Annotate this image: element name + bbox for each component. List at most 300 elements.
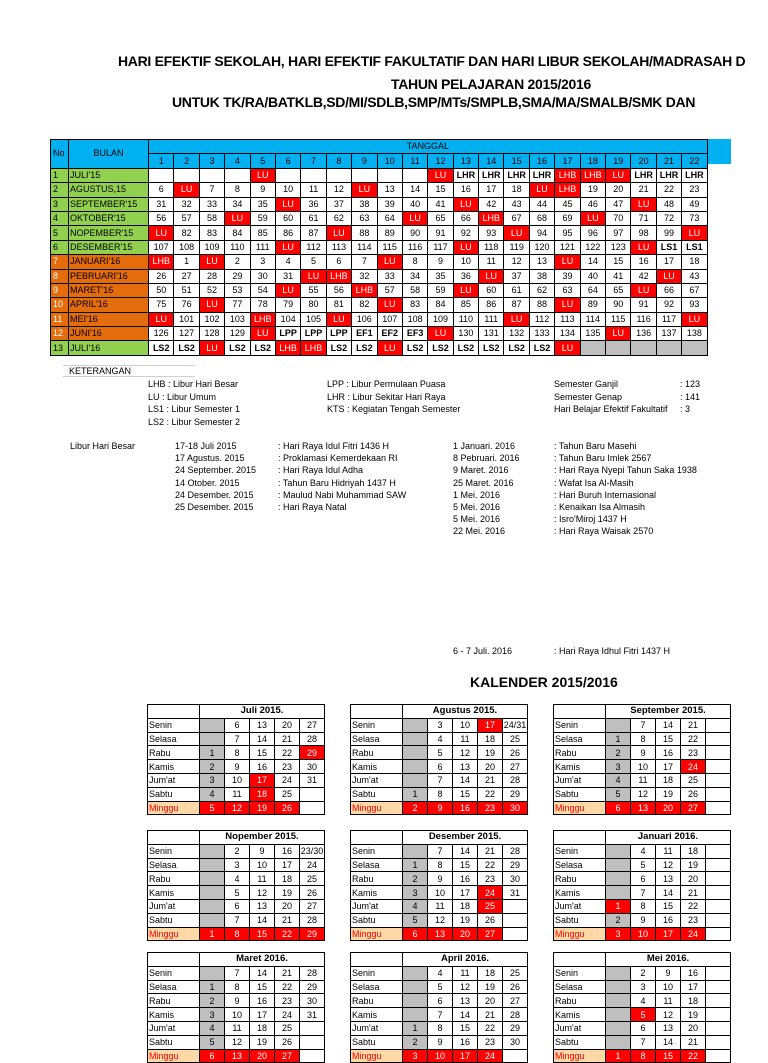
summary-value: : 123: [680, 379, 701, 389]
date-cell: 6: [428, 760, 453, 774]
date-cell: 26: [275, 1035, 300, 1049]
date-cell: 12: [225, 801, 250, 815]
date-cell: 17: [681, 980, 706, 994]
day-name: Rabu: [351, 994, 403, 1008]
row-number: 10: [51, 298, 69, 312]
table-cell: 86: [479, 298, 504, 312]
holiday-name: : Kenaikan Isa Almasih: [554, 502, 646, 512]
day-name: Sabtu: [148, 913, 200, 927]
table-cell: 82: [352, 298, 377, 312]
date-cell: 14: [250, 966, 275, 980]
day-header-20: 20: [631, 154, 656, 168]
date-cell: [606, 886, 631, 900]
date-cell: 6: [631, 1021, 656, 1035]
table-cell: 38: [529, 269, 554, 283]
date-cell: 22: [478, 787, 503, 801]
table-row: [51, 283, 708, 297]
table-cell: 94: [529, 226, 554, 240]
date-cell: 11: [250, 872, 275, 886]
table-cell: 35: [250, 197, 275, 211]
holiday-date: 24 September. 2015: [175, 465, 257, 476]
table-cell: 81: [326, 298, 351, 312]
date-cell: 28: [503, 773, 528, 787]
table-cell: LU: [250, 168, 275, 182]
day-name: Jum'at: [554, 899, 606, 913]
summary-label: Semester Genap: [554, 391, 623, 402]
table-cell: [326, 168, 351, 182]
day-name: Sabtu: [351, 913, 403, 927]
date-cell: [706, 899, 731, 913]
date-cell: 4: [428, 966, 453, 980]
day-header-22: 22: [682, 154, 707, 168]
day-header-13: 13: [453, 154, 478, 168]
table-cell: LHB: [580, 168, 605, 182]
table-cell: 59: [250, 211, 275, 225]
table-cell: LS2: [479, 341, 504, 355]
table-cell: 88: [529, 298, 554, 312]
table-cell: LHR: [479, 168, 504, 182]
month-title-spacer: [351, 953, 403, 967]
date-cell: 17: [250, 773, 275, 787]
date-cell: 29: [300, 746, 325, 760]
date-cell: 12: [225, 1035, 250, 1049]
date-cell: 31: [300, 773, 325, 787]
table-cell: LU: [529, 183, 554, 197]
calendar-title: KALENDER 2015/2016: [470, 674, 618, 690]
table-cell: 61: [504, 283, 529, 297]
date-cell: 1: [606, 899, 631, 913]
table-cell: 3: [250, 255, 275, 269]
day-name: Sabtu: [351, 787, 403, 801]
table-cell: 1: [174, 255, 199, 269]
date-cell: 14: [656, 1035, 681, 1049]
table-cell: 55: [301, 283, 326, 297]
date-cell: 20: [250, 1049, 275, 1063]
day-name: Minggu: [351, 927, 403, 941]
table-cell: 35: [428, 269, 453, 283]
table-cell: 82: [174, 226, 199, 240]
date-cell: 29: [503, 787, 528, 801]
date-cell: [403, 844, 428, 858]
table-cell: 135: [580, 327, 605, 341]
date-cell: 15: [250, 746, 275, 760]
legend-col1-item: LU : Libur Umum: [148, 391, 217, 402]
table-cell: 112: [301, 240, 326, 254]
table-cell: LS2: [504, 341, 529, 355]
table-cell: 107: [149, 240, 174, 254]
date-cell: [200, 872, 225, 886]
day-header-19: 19: [606, 154, 631, 168]
date-cell: 13: [453, 994, 478, 1008]
summary-label: Hari Belajar Efektif Fakultatif: [554, 404, 668, 414]
date-cell: 24/31: [503, 720, 527, 731]
date-cell: 19: [681, 858, 706, 872]
date-cell: 21: [478, 844, 503, 858]
day-name: Minggu: [554, 801, 606, 815]
day-header-21: 21: [656, 154, 681, 168]
table-cell: 23: [682, 183, 707, 197]
table-cell: 83: [199, 226, 224, 240]
date-cell: 14: [250, 732, 275, 746]
row-number: 2: [51, 183, 69, 197]
table-cell: 122: [580, 240, 605, 254]
table-cell: 123: [606, 240, 631, 254]
date-cell: 11: [656, 844, 681, 858]
date-cell: 1: [606, 732, 631, 746]
date-cell: 10: [428, 886, 453, 900]
table-cell: LU: [656, 269, 681, 283]
table-cell: 99: [656, 226, 681, 240]
date-cell: 22: [681, 899, 706, 913]
date-cell: 11: [453, 966, 478, 980]
date-cell: 10: [428, 1049, 453, 1063]
date-cell: 26: [478, 913, 503, 927]
day-name: Senin: [148, 844, 200, 858]
holiday-name: : Tahun Baru Masehi: [554, 441, 637, 451]
date-cell: 8: [631, 732, 656, 746]
date-cell: [706, 886, 731, 900]
date-cell: 20: [656, 801, 681, 815]
month-calendar: [350, 830, 528, 941]
table-cell: 84: [428, 298, 453, 312]
table-cell: 63: [352, 211, 377, 225]
table-cell: 46: [580, 197, 605, 211]
date-cell: 20: [275, 899, 300, 913]
table-cell: LU: [631, 197, 656, 211]
day-name: Senin: [554, 844, 606, 858]
table-row: [51, 341, 708, 355]
day-header-18: 18: [580, 154, 605, 168]
table-cell: LU: [504, 226, 529, 240]
table-cell: LS2: [250, 341, 275, 355]
table-cell: 121: [555, 240, 580, 254]
table-cell: LHR: [504, 168, 529, 182]
month-calendar: [147, 704, 325, 815]
day-name: Sabtu: [148, 787, 200, 801]
day-name: Senin: [351, 844, 403, 858]
date-cell: 26: [275, 801, 300, 815]
table-cell: 67: [504, 211, 529, 225]
date-cell: [606, 966, 631, 980]
table-cell: 34: [402, 269, 427, 283]
table-cell: 97: [606, 226, 631, 240]
date-cell: 7: [428, 1008, 453, 1022]
table-cell: 67: [682, 283, 707, 297]
date-cell: [200, 913, 225, 927]
day-name: Minggu: [148, 1049, 200, 1063]
table-cell: 130: [453, 327, 478, 341]
table-cell: 133: [529, 327, 554, 341]
holiday-name: : Wafat Isa Al-Masih: [554, 477, 634, 488]
table-cell: LU: [275, 240, 300, 254]
table-cell: LU: [555, 298, 580, 312]
table-cell: 90: [402, 226, 427, 240]
table-cell: 73: [682, 211, 707, 225]
date-cell: 24: [478, 886, 503, 900]
day-name: Sabtu: [554, 1035, 606, 1049]
table-cell: LU: [326, 226, 351, 240]
date-cell: 11: [453, 732, 478, 746]
table-cell: 53: [225, 283, 250, 297]
holiday-date: 17-18 Juli 2015: [175, 441, 237, 451]
date-cell: 6: [200, 1049, 225, 1063]
day-header-16: 16: [529, 154, 554, 168]
day-name: Selasa: [148, 858, 200, 872]
date-cell: 7: [428, 773, 453, 787]
table-cell: 70: [606, 211, 631, 225]
month-name: SEPTEMBER'15: [69, 197, 149, 211]
date-cell: 14: [656, 886, 681, 900]
date-cell: 1: [200, 980, 225, 994]
date-cell: 5: [428, 980, 453, 994]
date-cell: 13: [453, 760, 478, 774]
day-name: Sabtu: [554, 913, 606, 927]
table-cell: 65: [606, 283, 631, 297]
date-cell: 21: [275, 966, 300, 980]
month-title: Januari 2016.: [606, 831, 731, 845]
table-cell: LHR: [631, 168, 656, 182]
table-cell: 64: [580, 283, 605, 297]
table-cell: EF2: [377, 327, 402, 341]
table-cell: LHB: [555, 168, 580, 182]
table-cell: 58: [199, 211, 224, 225]
date-cell: 15: [656, 732, 681, 746]
month-name: JULI'15: [69, 168, 149, 182]
holiday-name: : Tahun Baru Hidriyah 1437 H: [278, 477, 396, 488]
date-cell: 2: [606, 746, 631, 760]
month-title-spacer: [148, 831, 200, 845]
table-cell: LU: [479, 269, 504, 283]
date-cell: 18: [478, 966, 503, 980]
table-cell: 119: [504, 240, 529, 254]
table-cell: 126: [149, 327, 174, 341]
table-cell: LS1: [682, 240, 707, 254]
table-cell: 90: [606, 298, 631, 312]
holiday-date: 14 Otober. 2015: [175, 477, 240, 488]
row-number: 13: [51, 341, 69, 355]
table-cell: 41: [428, 197, 453, 211]
legend-col1-item: LHB : Libur Hari Besar: [148, 379, 239, 389]
month-name: AGUSTUS,15: [69, 183, 149, 197]
date-cell: 27: [503, 994, 528, 1008]
table-cell: 87: [504, 298, 529, 312]
holiday-name: : Hari Raya Idul Adha: [278, 465, 364, 476]
table-row: [51, 226, 708, 240]
date-cell: 12: [656, 1008, 681, 1022]
date-cell: 17: [275, 858, 300, 872]
table-cell: LU: [326, 312, 351, 326]
table-cell: [606, 341, 631, 355]
table-cell: 13: [377, 183, 402, 197]
date-cell: 19: [275, 886, 300, 900]
table-cell: 19: [580, 183, 605, 197]
row-number: 3: [51, 197, 69, 211]
table-cell: LHR: [529, 168, 554, 182]
date-cell: 27: [503, 760, 528, 774]
date-cell: 8: [428, 1021, 453, 1035]
date-cell: 30: [503, 1035, 528, 1049]
day-name: Rabu: [554, 994, 606, 1008]
day-header-15: 15: [504, 154, 529, 168]
table-cell: 57: [377, 283, 402, 297]
month-name: MARET'16: [69, 283, 149, 297]
table-row: [51, 298, 708, 312]
table-cell: 27: [174, 269, 199, 283]
date-cell: 19: [681, 1008, 706, 1022]
date-cell: 24: [300, 858, 325, 872]
date-cell: 8: [631, 1049, 656, 1063]
day-name: Sabtu: [148, 1035, 200, 1049]
row-number: 5: [51, 226, 69, 240]
date-cell: [706, 994, 731, 1008]
date-cell: 3: [631, 980, 656, 994]
date-cell: [706, 718, 731, 732]
table-cell: LU: [682, 312, 707, 326]
date-cell: 4: [631, 844, 656, 858]
summary-value: : 3: [680, 404, 691, 414]
table-cell: 104: [275, 312, 300, 326]
date-cell: 31: [300, 1008, 325, 1022]
table-cell: LU: [555, 341, 580, 355]
date-cell: 11: [428, 899, 453, 913]
table-cell: 49: [682, 197, 707, 211]
day-name: Jum'at: [148, 899, 200, 913]
table-cell: LU: [402, 211, 427, 225]
date-cell: [300, 1021, 325, 1035]
table-cell: 5: [301, 255, 326, 269]
date-cell: 12: [453, 746, 478, 760]
table-cell: 29: [225, 269, 250, 283]
table-cell: 113: [326, 240, 351, 254]
date-cell: 8: [631, 899, 656, 913]
date-cell: 22: [275, 980, 300, 994]
date-cell: 24: [681, 927, 706, 941]
date-cell: 23/30: [300, 846, 324, 857]
table-cell: 80: [301, 298, 326, 312]
day-name: Rabu: [351, 872, 403, 886]
table-cell: LS2: [149, 341, 174, 355]
table-cell: 118: [479, 240, 504, 254]
keterangan-label: KETERANGAN: [63, 365, 195, 377]
month-calendar: [553, 830, 731, 941]
day-name: Selasa: [351, 732, 403, 746]
table-cell: 10: [453, 255, 478, 269]
month-calendar: [147, 952, 325, 1063]
table-cell: 52: [199, 283, 224, 297]
table-cell: [174, 168, 199, 182]
table-cell: 17: [479, 183, 504, 197]
date-cell: 28: [300, 732, 325, 746]
day-header-10: 10: [377, 154, 402, 168]
date-cell: 17: [656, 760, 681, 774]
date-cell: 7: [631, 886, 656, 900]
table-cell: LS2: [402, 341, 427, 355]
table-cell: 85: [453, 298, 478, 312]
table-cell: 4: [275, 255, 300, 269]
date-cell: 27: [300, 718, 325, 732]
date-cell: [200, 858, 225, 872]
table-cell: 84: [225, 226, 250, 240]
date-cell: 29: [503, 1021, 528, 1035]
date-cell: 17: [453, 1049, 478, 1063]
date-cell: 17: [656, 927, 681, 941]
table-cell: LU: [352, 183, 377, 197]
day-name: Selasa: [351, 980, 403, 994]
table-cell: 102: [199, 312, 224, 326]
table-cell: 7: [352, 255, 377, 269]
date-cell: 12: [453, 980, 478, 994]
table-cell: 92: [656, 298, 681, 312]
date-cell: 11: [656, 994, 681, 1008]
table-cell: 111: [250, 240, 275, 254]
date-cell: 19: [453, 913, 478, 927]
day-name: Kamis: [148, 886, 200, 900]
date-cell: 16: [453, 872, 478, 886]
table-cell: 20: [606, 183, 631, 197]
table-cell: 56: [326, 283, 351, 297]
table-cell: 88: [352, 226, 377, 240]
date-cell: [706, 1049, 731, 1063]
table-cell: 60: [479, 283, 504, 297]
summary-value: : 141: [680, 391, 701, 402]
date-cell: 11: [225, 1021, 250, 1035]
date-cell: 12: [250, 886, 275, 900]
date-cell: 9: [631, 913, 656, 927]
table-cell: 108: [402, 312, 427, 326]
date-cell: 13: [631, 801, 656, 815]
table-cell: 66: [656, 283, 681, 297]
day-header-1: 1: [149, 154, 174, 168]
date-cell: 2: [200, 994, 225, 1008]
header-tanggal: TANGGAL: [149, 140, 708, 154]
date-cell: 23: [478, 872, 503, 886]
date-cell: 13: [656, 872, 681, 886]
table-cell: 76: [174, 298, 199, 312]
month-title: Maret 2016.: [200, 953, 325, 967]
table-cell: LU: [631, 240, 656, 254]
date-cell: 2: [200, 760, 225, 774]
title-line-1: HARI EFEKTIF SEKOLAH, HARI EFEKTIF FAKULTATIF DAN HARI LIBUR SEKOLAH/MADRASAH D: [118, 53, 746, 69]
table-cell: 86: [275, 226, 300, 240]
row-number: 6: [51, 240, 69, 254]
date-cell: 17: [250, 1008, 275, 1022]
date-cell: 25: [275, 787, 300, 801]
table-cell: 116: [631, 312, 656, 326]
date-cell: 3: [403, 886, 428, 900]
month-name: NOPEMBER'15: [69, 226, 149, 240]
date-cell: [403, 718, 428, 732]
row-number: 9: [51, 283, 69, 297]
month-title-spacer: [148, 953, 200, 967]
table-cell: 91: [631, 298, 656, 312]
table-cell: LU: [174, 183, 199, 197]
day-name: Kamis: [148, 1008, 200, 1022]
day-header-8: 8: [326, 154, 351, 168]
table-cell: LU: [199, 255, 224, 269]
table-cell: 66: [453, 211, 478, 225]
day-name: Senin: [351, 718, 403, 732]
day-name: Jum'at: [148, 1021, 200, 1035]
table-cell: LU: [275, 283, 300, 297]
holiday-date: 1 Januari. 2016: [453, 441, 516, 451]
date-cell: [403, 966, 428, 980]
day-name: Rabu: [148, 872, 200, 886]
day-name: Minggu: [554, 927, 606, 941]
table-cell: EF3: [402, 327, 427, 341]
libur-label: Libur Hari Besar: [70, 441, 136, 451]
table-cell: 87: [301, 226, 326, 240]
date-cell: 7: [225, 732, 250, 746]
